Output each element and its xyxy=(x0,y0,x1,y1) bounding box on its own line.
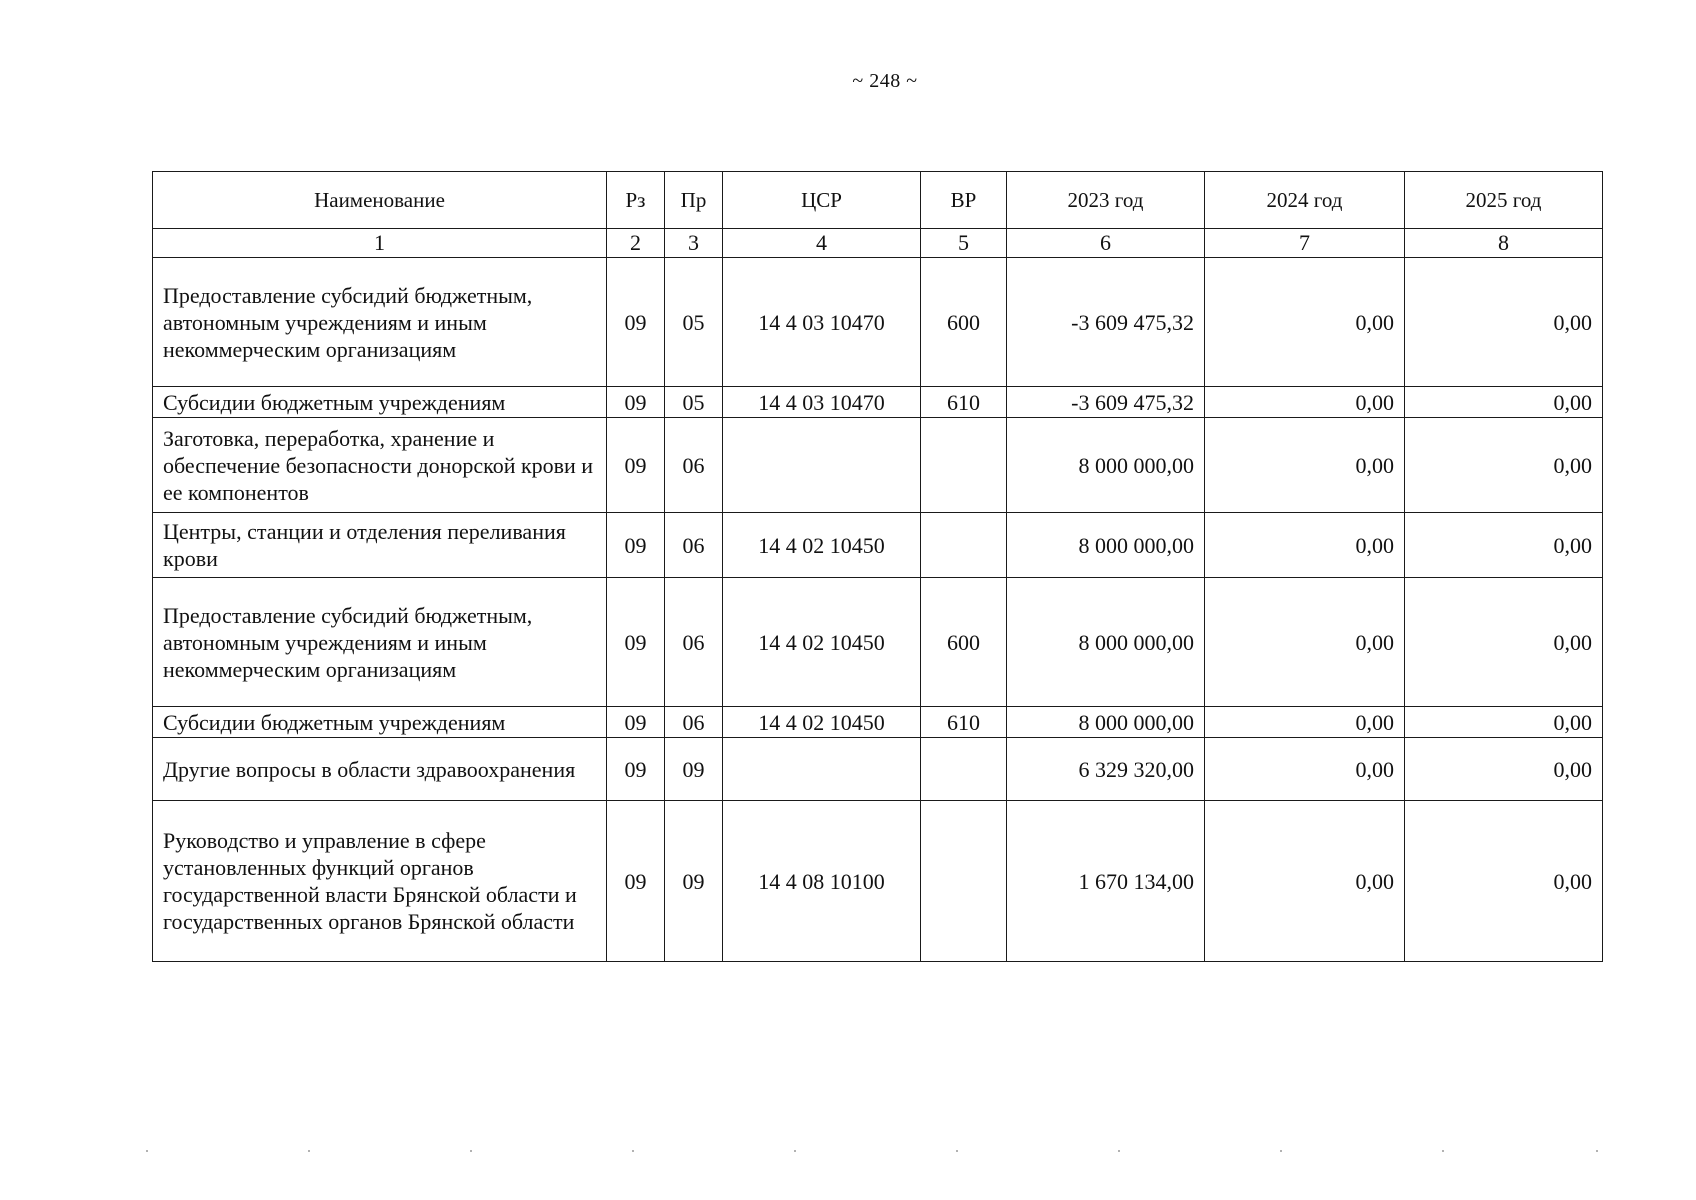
row-2024: 0,00 xyxy=(1205,418,1405,513)
row-2024: 0,00 xyxy=(1205,707,1405,738)
scan-speck xyxy=(1596,1150,1598,1152)
row-2025: 0,00 xyxy=(1405,801,1603,962)
row-csr: 14 4 08 10100 xyxy=(723,801,921,962)
row-csr: 14 4 02 10450 xyxy=(723,707,921,738)
row-name: Центры, станции и отделения переливания крови xyxy=(153,513,607,578)
row-pr: 06 xyxy=(665,707,723,738)
row-2023: 8 000 000,00 xyxy=(1007,513,1205,578)
header-rz: Рз xyxy=(607,172,665,229)
table-row xyxy=(153,578,1603,707)
row-name: Предоставление субсидий бюджетным, автономным учреждениям и иным некоммерческим организациям xyxy=(153,578,607,707)
row-csr: 14 4 03 10470 xyxy=(723,387,921,418)
row-2024: 0,00 xyxy=(1205,738,1405,801)
row-name: Другие вопросы в области здравоохранения xyxy=(153,738,607,801)
row-vr: 600 xyxy=(921,258,1007,387)
row-2023: 8 000 000,00 xyxy=(1007,578,1205,707)
row-2023: 6 329 320,00 xyxy=(1007,738,1205,801)
scan-speck xyxy=(146,1150,148,1152)
scan-speck xyxy=(632,1150,634,1152)
row-vr xyxy=(921,738,1007,801)
scan-speck xyxy=(794,1150,796,1152)
row-vr: 600 xyxy=(921,578,1007,707)
row-2024: 0,00 xyxy=(1205,578,1405,707)
table-row xyxy=(153,738,1603,801)
row-vr: 610 xyxy=(921,387,1007,418)
table-row xyxy=(153,418,1603,513)
header-2023: 2023 год xyxy=(1007,172,1205,229)
scan-speck xyxy=(1280,1150,1282,1152)
row-pr: 09 xyxy=(665,738,723,801)
column-number: 2 xyxy=(607,229,665,258)
row-vr: 610 xyxy=(921,707,1007,738)
header-pr: Пр xyxy=(665,172,723,229)
row-2024: 0,00 xyxy=(1205,801,1405,962)
header-2025: 2025 год xyxy=(1405,172,1603,229)
row-2023: -3 609 475,32 xyxy=(1007,387,1205,418)
row-pr: 05 xyxy=(665,387,723,418)
row-pr: 05 xyxy=(665,258,723,387)
row-rz: 09 xyxy=(607,578,665,707)
row-2023: 8 000 000,00 xyxy=(1007,707,1205,738)
column-number: 4 xyxy=(723,229,921,258)
column-number: 8 xyxy=(1405,229,1603,258)
row-2023: 1 670 134,00 xyxy=(1007,801,1205,962)
scan-speck xyxy=(1442,1150,1444,1152)
row-2025: 0,00 xyxy=(1405,578,1603,707)
table-row xyxy=(153,801,1603,962)
row-name: Заготовка, переработка, хранение и обеспечение безопасности донорской крови и ее компонентов xyxy=(153,418,607,513)
row-name: Предоставление субсидий бюджетным, автономным учреждениям и иным некоммерческим организациям xyxy=(153,258,607,387)
row-rz: 09 xyxy=(607,387,665,418)
scan-speck xyxy=(308,1150,310,1152)
header-name: Наименование xyxy=(153,172,607,229)
column-number: 6 xyxy=(1007,229,1205,258)
row-vr xyxy=(921,418,1007,513)
table-row xyxy=(153,707,1603,738)
row-vr xyxy=(921,801,1007,962)
row-pr: 06 xyxy=(665,513,723,578)
row-pr: 09 xyxy=(665,801,723,962)
row-vr xyxy=(921,513,1007,578)
header-2024: 2024 год xyxy=(1205,172,1405,229)
row-csr: 14 4 02 10450 xyxy=(723,513,921,578)
row-rz: 09 xyxy=(607,513,665,578)
row-csr: 14 4 03 10470 xyxy=(723,258,921,387)
row-pr: 06 xyxy=(665,418,723,513)
scan-speck xyxy=(1118,1150,1120,1152)
row-name: Субсидии бюджетным учреждениям xyxy=(153,707,607,738)
row-rz: 09 xyxy=(607,707,665,738)
row-2025: 0,00 xyxy=(1405,418,1603,513)
row-2025: 0,00 xyxy=(1405,707,1603,738)
header-csr: ЦСР xyxy=(723,172,921,229)
row-2025: 0,00 xyxy=(1405,738,1603,801)
row-2024: 0,00 xyxy=(1205,387,1405,418)
row-csr xyxy=(723,738,921,801)
row-2025: 0,00 xyxy=(1405,513,1603,578)
scan-speck xyxy=(470,1150,472,1152)
row-rz: 09 xyxy=(607,801,665,962)
header-vr: ВР xyxy=(921,172,1007,229)
table-row xyxy=(153,258,1603,387)
row-csr: 14 4 02 10450 xyxy=(723,578,921,707)
column-number-row xyxy=(153,229,1603,258)
row-2024: 0,00 xyxy=(1205,513,1405,578)
budget-table xyxy=(152,171,1603,962)
row-csr xyxy=(723,418,921,513)
row-2025: 0,00 xyxy=(1405,387,1603,418)
row-2023: -3 609 475,32 xyxy=(1007,258,1205,387)
row-rz: 09 xyxy=(607,258,665,387)
table-header-row xyxy=(153,172,1603,229)
page-number: ~ 248 ~ xyxy=(852,70,918,92)
row-2025: 0,00 xyxy=(1405,258,1603,387)
row-name: Субсидии бюджетным учреждениям xyxy=(153,387,607,418)
row-name: Руководство и управление в сфере установленных функций органов государственной власти Брянской области и государственных органов Брянской области xyxy=(153,801,607,962)
column-number: 7 xyxy=(1205,229,1405,258)
column-number: 5 xyxy=(921,229,1007,258)
table-row xyxy=(153,513,1603,578)
row-rz: 09 xyxy=(607,738,665,801)
row-rz: 09 xyxy=(607,418,665,513)
row-2024: 0,00 xyxy=(1205,258,1405,387)
scan-speck xyxy=(956,1150,958,1152)
column-number: 1 xyxy=(153,229,607,258)
column-number: 3 xyxy=(665,229,723,258)
row-2023: 8 000 000,00 xyxy=(1007,418,1205,513)
table-row xyxy=(153,387,1603,418)
row-pr: 06 xyxy=(665,578,723,707)
